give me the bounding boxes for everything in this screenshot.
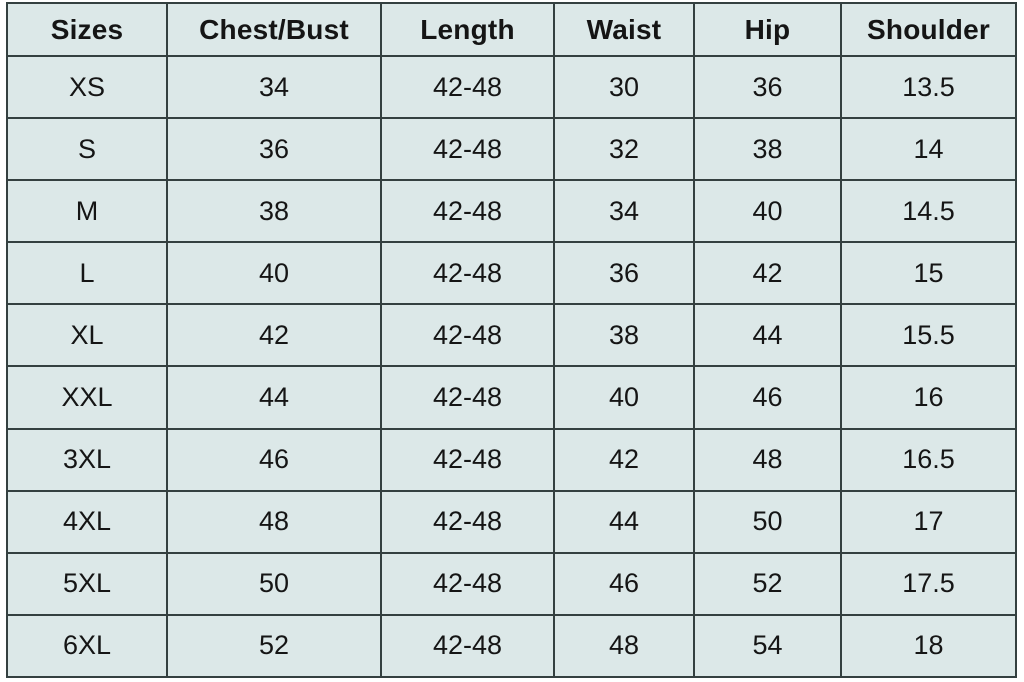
- column-header-shoulder: Shoulder: [841, 3, 1016, 56]
- value-cell: 16.5: [841, 429, 1016, 491]
- size-chart-table: [6, 2, 1017, 678]
- column-header-hip: Hip: [694, 3, 841, 56]
- value-cell: 34: [167, 56, 381, 118]
- value-cell: 52: [694, 553, 841, 615]
- value-cell: 50: [694, 491, 841, 553]
- size-label-cell: XL: [7, 304, 167, 366]
- table-row-6xl: [7, 615, 1016, 677]
- size-label-cell: M: [7, 180, 167, 242]
- value-cell: 34: [554, 180, 694, 242]
- value-cell: 32: [554, 118, 694, 180]
- value-cell: 46: [167, 429, 381, 491]
- value-cell: 14.5: [841, 180, 1016, 242]
- value-cell: 46: [554, 553, 694, 615]
- value-cell: 42-48: [381, 491, 554, 553]
- value-cell: 15: [841, 242, 1016, 304]
- value-cell: 38: [694, 118, 841, 180]
- value-cell: 16: [841, 366, 1016, 428]
- value-cell: 44: [167, 366, 381, 428]
- value-cell: 42-48: [381, 242, 554, 304]
- value-cell: 42-48: [381, 366, 554, 428]
- table-row-4xl: [7, 491, 1016, 553]
- value-cell: 42-48: [381, 553, 554, 615]
- table-row-5xl: [7, 553, 1016, 615]
- value-cell: 42-48: [381, 304, 554, 366]
- value-cell: 48: [694, 429, 841, 491]
- value-cell: 40: [167, 242, 381, 304]
- value-cell: 38: [167, 180, 381, 242]
- value-cell: 48: [167, 491, 381, 553]
- value-cell: 15.5: [841, 304, 1016, 366]
- value-cell: 40: [694, 180, 841, 242]
- size-label-cell: S: [7, 118, 167, 180]
- size-label-cell: 4XL: [7, 491, 167, 553]
- value-cell: 18: [841, 615, 1016, 677]
- table-row-l: [7, 242, 1016, 304]
- size-label-cell: XS: [7, 56, 167, 118]
- value-cell: 17.5: [841, 553, 1016, 615]
- value-cell: 36: [694, 56, 841, 118]
- value-cell: 52: [167, 615, 381, 677]
- size-label-cell: 3XL: [7, 429, 167, 491]
- value-cell: 44: [554, 491, 694, 553]
- value-cell: 42-48: [381, 615, 554, 677]
- value-cell: 42-48: [381, 118, 554, 180]
- value-cell: 42-48: [381, 56, 554, 118]
- column-header-waist: Waist: [554, 3, 694, 56]
- value-cell: 14: [841, 118, 1016, 180]
- table-row-xl: [7, 304, 1016, 366]
- value-cell: 36: [554, 242, 694, 304]
- value-cell: 46: [694, 366, 841, 428]
- value-cell: 40: [554, 366, 694, 428]
- value-cell: 50: [167, 553, 381, 615]
- value-cell: 17: [841, 491, 1016, 553]
- table-row-3xl: [7, 429, 1016, 491]
- value-cell: 42: [554, 429, 694, 491]
- column-header-sizes: Sizes: [7, 3, 167, 56]
- column-header-chest: Chest/Bust: [167, 3, 381, 56]
- size-label-cell: L: [7, 242, 167, 304]
- value-cell: 54: [694, 615, 841, 677]
- size-chart: [6, 2, 1015, 678]
- value-cell: 42: [694, 242, 841, 304]
- value-cell: 38: [554, 304, 694, 366]
- value-cell: 36: [167, 118, 381, 180]
- table-row-xxl: [7, 366, 1016, 428]
- value-cell: 42: [167, 304, 381, 366]
- size-label-cell: 6XL: [7, 615, 167, 677]
- header-row: [7, 3, 1016, 56]
- size-label-cell: XXL: [7, 366, 167, 428]
- table-row-m: [7, 180, 1016, 242]
- value-cell: 48: [554, 615, 694, 677]
- value-cell: 42-48: [381, 429, 554, 491]
- size-label-cell: 5XL: [7, 553, 167, 615]
- table-row-s: [7, 118, 1016, 180]
- value-cell: 42-48: [381, 180, 554, 242]
- table-row-xs: [7, 56, 1016, 118]
- value-cell: 44: [694, 304, 841, 366]
- value-cell: 30: [554, 56, 694, 118]
- value-cell: 13.5: [841, 56, 1016, 118]
- column-header-length: Length: [381, 3, 554, 56]
